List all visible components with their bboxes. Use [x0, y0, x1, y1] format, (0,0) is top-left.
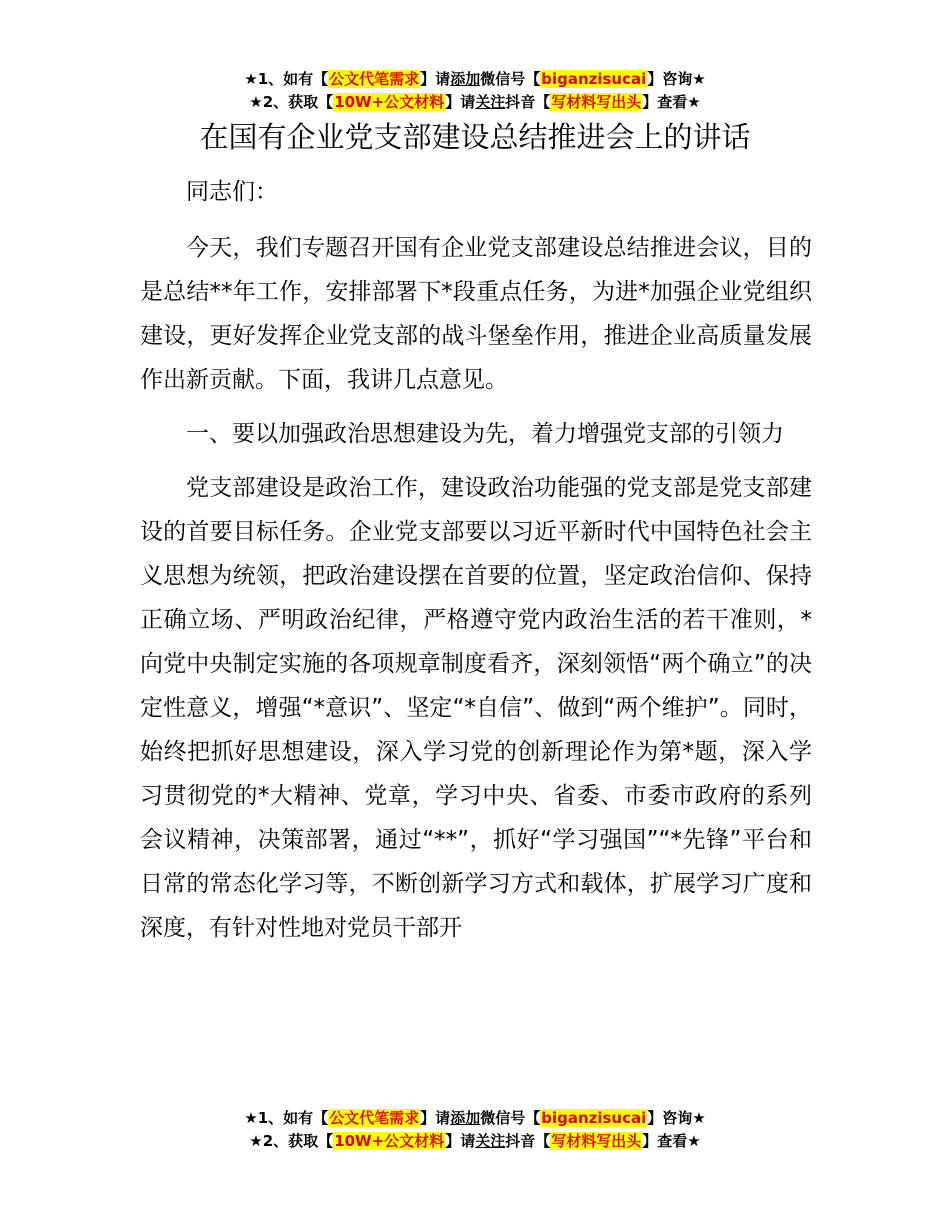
banner-text: ★1、如有【: [244, 1109, 329, 1127]
banner-highlight: 写材料写出头: [551, 93, 642, 111]
banner-text: 】查看★: [642, 93, 701, 111]
banner-text: 】请: [420, 1109, 451, 1127]
banner-text: ★2、获取【: [249, 1132, 334, 1150]
banner-text: 】咨询★: [647, 1109, 706, 1127]
document-body: [140, 170, 812, 950]
paragraph: 党支部建设是政治工作，建设政治功能强的党支部是党支部建设的首要目标任务。企业党支部要以习近平新时代中国特色社会主义思想为统领，把政治建设摆在首要的位置，坚定政治信仰、保持正确立场、严明政治纪律，严格遵守党内政治生活的若干准则，*向党中央制定实施的各项规章制度看齐，深刻领悟“两个确立”的决定性意义，增强“*意识”、坚定“*自信”、做到“两个维护”。同时，始终把抓好思想建设，深入学习党的创新理论作为第*题，深入学习贯彻党的*大精神、党章，学习中央、省委、市委市政府的系列会议精神，决策部署，通过“**”，抓好“学习强国”“*先锋”平台和日常的常态化学习等，不断创新学习方式和载体，扩展学习广度和深度，有针对性地对党员干部开: [140, 475, 812, 941]
banner-underlined-text: 关注: [475, 93, 506, 111]
banner-text: 抖音【: [505, 93, 551, 111]
banner-line-1: [0, 1107, 950, 1129]
banner-text: ★1、如有【: [244, 70, 329, 88]
banner-highlight: biganzisucai: [541, 70, 647, 88]
banner-line-2: [0, 91, 950, 113]
section-heading: 一、要以加强政治思想建设为先，着力增强党支部的引领力: [186, 421, 784, 447]
banner-text: 】查看★: [642, 1132, 701, 1150]
banner-underlined-text: 关注: [475, 1132, 506, 1150]
banner-text: 抖音【: [505, 1132, 551, 1150]
banner-highlight: 写材料写出头: [551, 1132, 642, 1150]
paragraph: 今天，我们专题召开国有企业党支部建设总结推进会议，目的是总结**年工作，安排部署下*段重点任务，为进*加强企业党组织建设，更好发挥企业党支部的战斗堡垒作用，推进企业高质量发展作出新贡献。下面，我讲几点意见。: [140, 235, 812, 393]
banner-text: 微信号【: [480, 70, 541, 88]
banner-highlight: 公文代笔需求: [329, 1109, 420, 1127]
banner-highlight: 10W+公文材料: [334, 93, 445, 111]
banner-line-1: [0, 68, 950, 90]
banner-text: 】请: [445, 1132, 476, 1150]
banner-line-2: [0, 1130, 950, 1152]
banner-underlined-text: 添加: [450, 70, 481, 88]
banner-highlight: 公文代笔需求: [329, 70, 420, 88]
banner-underlined-text: 添加: [450, 1109, 481, 1127]
banner-text: ★2、获取【: [249, 93, 334, 111]
banner-text: 】请: [445, 93, 476, 111]
banner-highlight: biganzisucai: [541, 1109, 647, 1127]
banner-text: 】咨询★: [647, 70, 706, 88]
banner-text: 微信号【: [480, 1109, 541, 1127]
document-title: 在国有企业党支部建设总结推进会上的讲话: [199, 120, 751, 154]
banner-text: 】请: [420, 70, 451, 88]
greeting: 同志们：: [186, 179, 278, 205]
banner-highlight: 10W+公文材料: [334, 1132, 445, 1150]
